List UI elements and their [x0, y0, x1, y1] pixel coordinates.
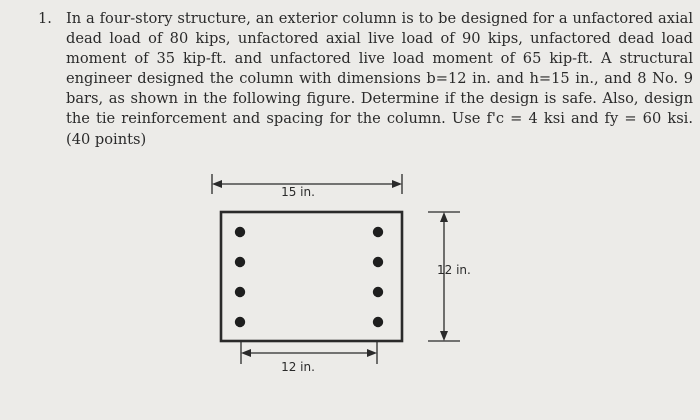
side-dimension-arrow-top — [440, 212, 448, 222]
rebar-right-2 — [373, 257, 383, 267]
top-dimension-arrow-right — [392, 180, 402, 188]
side-dimension-label: 12 in. — [437, 263, 471, 277]
bottom-dimension-arrow-right — [367, 349, 377, 357]
problem-number: 1. — [38, 10, 52, 27]
bottom-dimension-label: 12 in. — [281, 360, 315, 374]
side-dimension-arrow-bottom — [440, 331, 448, 341]
rebar-right-3 — [373, 287, 383, 297]
top-dimension-label: 15 in. — [281, 185, 315, 199]
problem-text: In a four-story structure, an exterior column is to be designed for a unfactored axial dead load of 80 kips, unfactored axial live load of 90 kips, unfactored dead load moment of 35 kip-ft. and unfactored live load moment of 65 kip-ft. A structural engineer designed the column with dimensions b=12 in. and h=15 in., and 8 No. 9 bars, as shown in the following figure. Determine if the design is safe. Also, design the tie reinforcement and spacing for the column. Use f'c = 4 ksi and fy = 60 ksi. (40 points) — [66, 10, 693, 148]
rebar-right-1 — [373, 227, 383, 237]
reinforcing-bars — [235, 227, 383, 327]
rebar-right-4 — [373, 317, 383, 327]
rebar-left-1 — [235, 227, 245, 237]
top-dimension-arrow-left — [212, 180, 222, 188]
rebar-left-3 — [235, 287, 245, 297]
bottom-dimension-arrow-left — [241, 349, 251, 357]
rebar-left-2 — [235, 257, 245, 267]
rebar-left-4 — [235, 317, 245, 327]
